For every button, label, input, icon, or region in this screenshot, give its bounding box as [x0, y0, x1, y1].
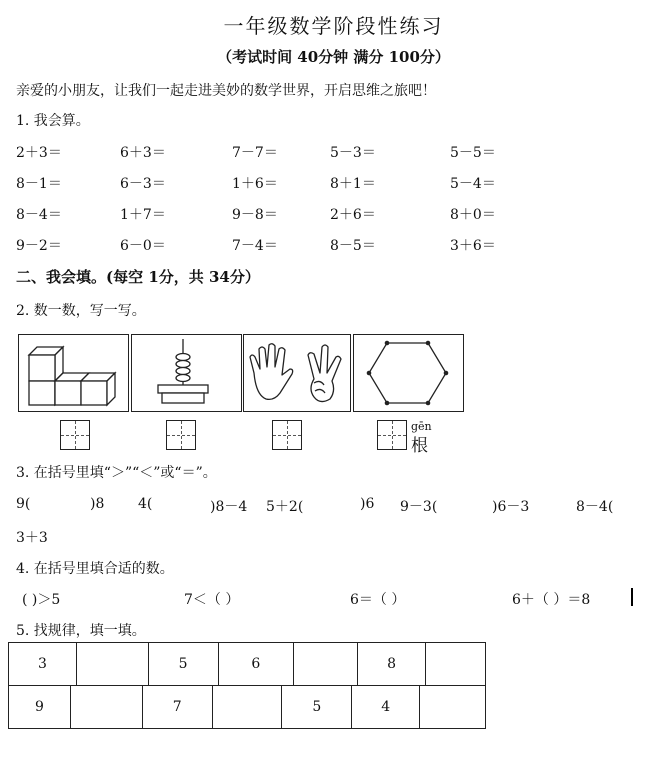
q3-item: )6－3 — [492, 499, 530, 515]
pattern-table-2 — [8, 685, 486, 729]
pattern-cell[interactable]: 6 — [218, 643, 294, 686]
intro-text: 亲爱的小朋友，让我们一起走进美妙的数学世界，开启思维之旅吧！ — [16, 83, 436, 99]
pattern-cell[interactable]: 3 — [9, 643, 77, 686]
calc-item: 6＋3＝ — [120, 145, 166, 161]
pattern-cell[interactable]: 5 — [148, 643, 218, 686]
calc-item: 3＋6＝ — [450, 238, 496, 254]
calc-item: 5－5＝ — [450, 145, 496, 161]
cubes-icon — [19, 335, 127, 410]
q3-item: 5＋2( — [266, 499, 304, 515]
calc-item: 5－3＝ — [330, 145, 376, 161]
table-row — [9, 643, 486, 686]
q4-title: 4. 在括号里填合适的数。 — [16, 561, 174, 577]
answer-grid[interactable] — [272, 420, 302, 450]
q4-item: 6＝（ ） — [350, 592, 406, 608]
pattern-cell[interactable]: 4 — [352, 686, 420, 729]
page-subtitle: （考试时间 40分钟 满分 100分） — [217, 48, 450, 66]
pattern-cell[interactable] — [420, 686, 486, 729]
calc-item: 6－3＝ — [120, 176, 166, 192]
pattern-cell[interactable]: 7 — [142, 686, 212, 729]
cubes-picture — [18, 334, 129, 412]
calc-item: 9－8＝ — [232, 207, 278, 223]
q2-title: 2. 数一数，写一写。 — [16, 303, 146, 319]
table-row — [9, 686, 486, 729]
pattern-cell[interactable] — [294, 643, 358, 686]
answer-grid[interactable] — [166, 420, 196, 450]
hexagon-picture — [353, 334, 464, 412]
pattern-cell[interactable]: 9 — [9, 686, 71, 729]
pattern-cell[interactable] — [212, 686, 282, 729]
hands-icon — [244, 335, 349, 410]
q3-item: 8－4( — [576, 499, 614, 515]
calc-item: 8＋0＝ — [450, 207, 496, 223]
q3-item: )8 — [90, 496, 105, 512]
pinyin-gen: gēn — [411, 420, 432, 433]
calc-item: 1＋7＝ — [120, 207, 166, 223]
abacus-picture — [131, 334, 242, 412]
q3-title: 3. 在括号里填“＞”“＜”或“＝”。 — [16, 465, 217, 481]
q5-title: 5. 找规律，填一填。 — [16, 623, 146, 639]
pattern-cell[interactable] — [426, 643, 486, 686]
q4-item: ( )＞5 — [22, 592, 61, 608]
section1-title: 1. 我会算。 — [16, 113, 90, 129]
page-title: 一年级数学阶段性练习 — [223, 14, 444, 38]
answer-grid[interactable] — [377, 420, 407, 450]
hexagon-icon — [354, 335, 462, 410]
pattern-cell[interactable]: 5 — [282, 686, 352, 729]
hands-picture — [243, 334, 351, 412]
pattern-cell[interactable] — [71, 686, 143, 729]
pattern-cell[interactable]: 8 — [358, 643, 426, 686]
pattern-cell[interactable] — [76, 643, 148, 686]
calc-item: 7－4＝ — [232, 238, 278, 254]
calc-item: 1＋6＝ — [232, 176, 278, 192]
q3-item: 9( — [16, 496, 31, 512]
pattern-table-1 — [8, 642, 486, 686]
calc-item: 8＋1＝ — [330, 176, 376, 192]
calc-item: 2＋6＝ — [330, 207, 376, 223]
abacus-icon — [132, 335, 240, 410]
q4-item: 6＋（ ）＝8 — [512, 592, 591, 608]
calc-item: 8－1＝ — [16, 176, 62, 192]
q3-item: )8－4 — [210, 499, 248, 515]
calc-item: 6－0＝ — [120, 238, 166, 254]
q3-item: 4( — [138, 496, 153, 512]
q3-item: 9－3( — [400, 499, 438, 515]
answer-grid[interactable] — [60, 420, 90, 450]
q3-item: )6 — [360, 496, 375, 512]
char-gen: 根 — [411, 436, 428, 456]
calc-item: 7－7＝ — [232, 145, 278, 161]
calc-item: 9－2＝ — [16, 238, 62, 254]
text-cursor — [631, 588, 633, 606]
calc-item: 5－4＝ — [450, 176, 496, 192]
calc-item: 2＋3＝ — [16, 145, 62, 161]
calc-item: 8－5＝ — [330, 238, 376, 254]
q4-item: 7＜（ ） — [184, 592, 240, 608]
section2-title: 二、我会填。(每空 1分，共 34分） — [16, 268, 260, 286]
calc-item: 8－4＝ — [16, 207, 62, 223]
q3-item: 3＋3 — [16, 530, 48, 546]
